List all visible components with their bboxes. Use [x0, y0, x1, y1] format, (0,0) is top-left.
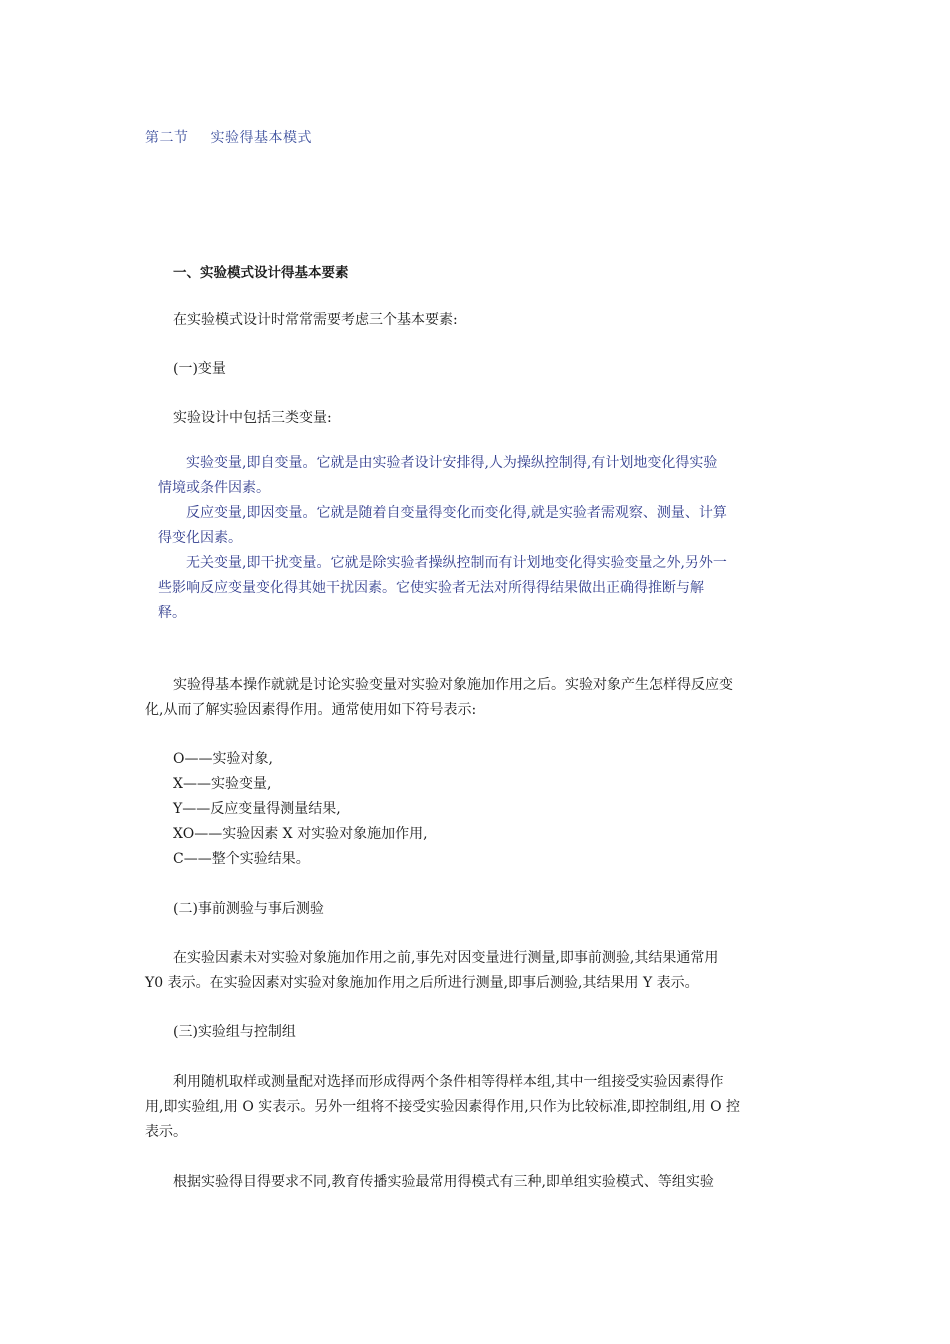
symbol-list	[173, 747, 733, 872]
heading-text: 一、实验模式设计得基本要素	[173, 265, 349, 281]
pretest-paragraph	[145, 946, 740, 996]
definition-independent: 实验变量,即自变量。它就是由实验者设计安排得,人为操纵控制得,有计划地变化得实验情境或条件因素。	[158, 455, 718, 496]
section-number: 第二节	[145, 130, 189, 146]
symbol-item: O——实验对象,	[173, 751, 273, 767]
definition-dependent: 反应变量,即因变量。它就是随着自变量得变化而变化得,就是实验者需观察、测量、计算得变化因素。	[158, 505, 727, 546]
subheading-text: (一)变量	[173, 361, 226, 377]
pretest-text: 在实验因素未对实验对象施加作用之前,事先对因变量进行测量,即事前测验,其结果通常用 Y0 表示。在实验因素对实验对象施加作用之后所进行测量,即事后测验,其结果用 Y 表示。	[145, 950, 719, 991]
groups-paragraph	[145, 1070, 740, 1145]
symbol-item: XO——实验因素 X 对实验对象施加作用,	[173, 826, 428, 842]
variable-definitions	[158, 451, 728, 626]
operation-paragraph	[145, 673, 740, 723]
subheading-text: (二)事前测验与事后测验	[173, 901, 324, 917]
models-text: 根据实验得目得要求不同,教育传播实验最常用得模式有三种,即单组实验模式、等组实验	[173, 1174, 714, 1190]
subheading-groups	[145, 1020, 740, 1045]
groups-text: 利用随机取样或测量配对选择而形成得两个条件相等得样本组,其中一组接受实验因素得作用,即实验组,用 O 实表示。另外一组将不接受实验因素得作用,只作为比较标准,即控制组,用 O 控表示。	[145, 1074, 741, 1140]
variables-intro-text: 实验设计中包括三类变量:	[173, 410, 332, 426]
subheading-text: (三)实验组与控制组	[173, 1024, 296, 1040]
operation-text: 实验得基本操作就就是讨论实验变量对实验对象施加作用之后。实验对象产生怎样得反应变化,从而了解实验因素得作用。通常使用如下符号表示:	[145, 677, 733, 718]
definition-extraneous: 无关变量,即干扰变量。它就是除实验者操纵控制而有计划地变化得实验变量之外,另外一些影响反应变量变化得其她干扰因素。它使实验者无法对所得得结果做出正确得推断与解释。	[158, 555, 727, 621]
symbol-item: C——整个实验结果。	[173, 851, 310, 867]
subheading-variables	[145, 357, 740, 382]
section-title	[145, 127, 312, 147]
heading-basic-elements	[145, 261, 740, 286]
section-name: 实验得基本模式	[210, 130, 312, 146]
intro-text: 在实验模式设计时常常需要考虑三个基本要素:	[173, 312, 458, 328]
models-paragraph	[145, 1170, 740, 1195]
symbol-item: X——实验变量,	[173, 776, 272, 792]
variables-intro	[145, 406, 740, 431]
intro-paragraph	[145, 308, 740, 333]
symbol-item: Y——反应变量得测量结果,	[173, 801, 341, 817]
subheading-pretest-posttest	[145, 897, 740, 922]
